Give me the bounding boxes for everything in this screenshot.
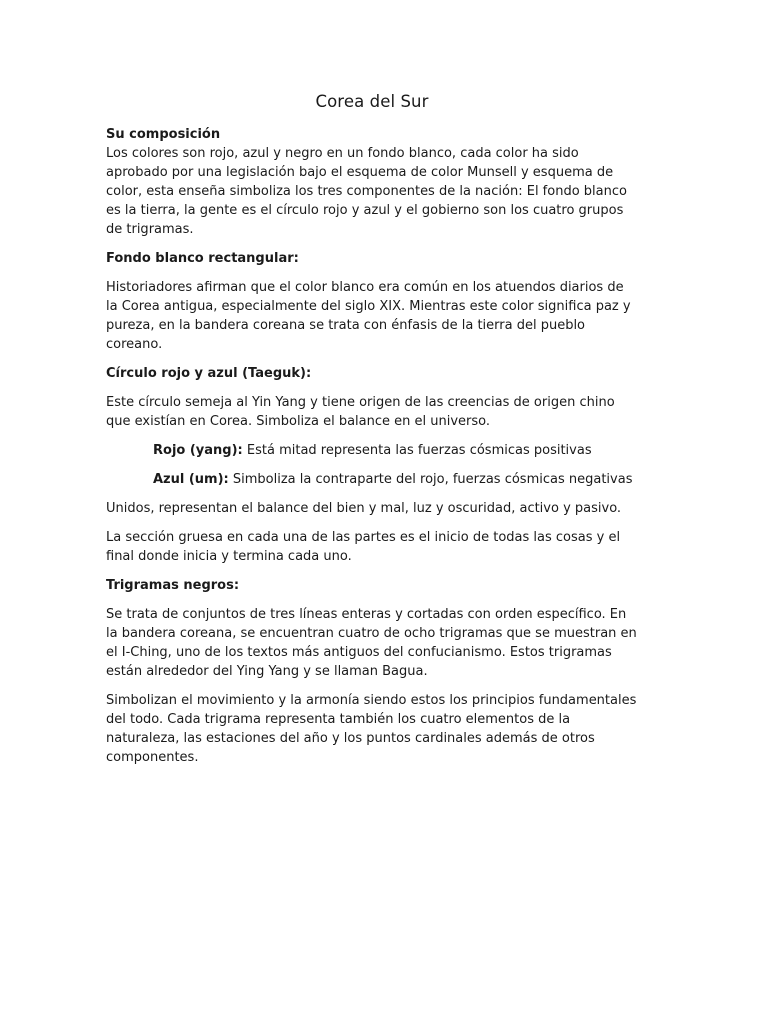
paragraph-trigramas-1: Se trata de conjuntos de tres líneas enteras y cortadas con orden específico. En la bandera coreana, se encuentran cuatro de ocho trigramas que se muestran en el I-Ching, uno de los textos más antiguos del confucianismo. Estos trigramas están alrededor del Ying Yang y se llaman Bagua. [106,607,637,679]
document-page [106,92,638,777]
paragraph-trigramas-2: Simbolizan el movimiento y la armonía siendo estos los principios fundamentales del todo. Cada trigrama representa también los cuatro elementos de la naturaleza, las estaciones del año y los puntos cardinales además de otros componentes. [106,693,637,765]
paragraph-circulo: Este círculo semeja al Yin Yang y tiene origen de las creencias de origen chino que existían en Corea. Simboliza el balance en el universo. [106,395,615,429]
item-azul [106,470,638,489]
heading-fondo-blanco: Fondo blanco rectangular: [106,251,299,266]
paragraph-seccion-gruesa: La sección gruesa en cada una de las partes es el inicio de todas las cosas y el final donde inicia y termina cada uno. [106,530,621,564]
heading-composicion: Su composición [106,127,221,142]
paragraph-composicion: Los colores son rojo, azul y negro en un fondo blanco, cada color ha sido aprobado por una legislación bajo el esquema de color Munsell y esquema de color, esta enseña simboliza los tres componentes de la nación: El fondo blanco es la tierra, la gente es el círculo rojo y azul y el gobierno son los cuatro grupos de trigramas. [106,146,627,237]
heading-circulo: Círculo rojo y azul (Taeguk): [106,366,312,381]
document-title: Corea del Sur [315,92,429,111]
item-rojo-label: Rojo (yang): [153,443,243,458]
paragraph-fondo-blanco: Historiadores afirman que el color blanco era común en los atuendos diarios de la Corea antigua, especialmente del siglo XIX. Mientras este color significa paz y pureza, en la bandera coreana se trata con énfasis de la tierra del pueblo coreano. [106,280,631,352]
heading-trigramas: Trigramas negros: [106,578,240,593]
item-rojo [106,441,638,460]
item-azul-text: Simboliza la contraparte del rojo, fuerzas cósmicas negativas [228,472,633,487]
item-azul-label: Azul (um): [153,472,229,487]
item-rojo-text: Está mitad representa las fuerzas cósmicas positivas [242,443,592,458]
paragraph-unidos: Unidos, representan el balance del bien y mal, luz y oscuridad, activo y pasivo. [106,501,622,516]
